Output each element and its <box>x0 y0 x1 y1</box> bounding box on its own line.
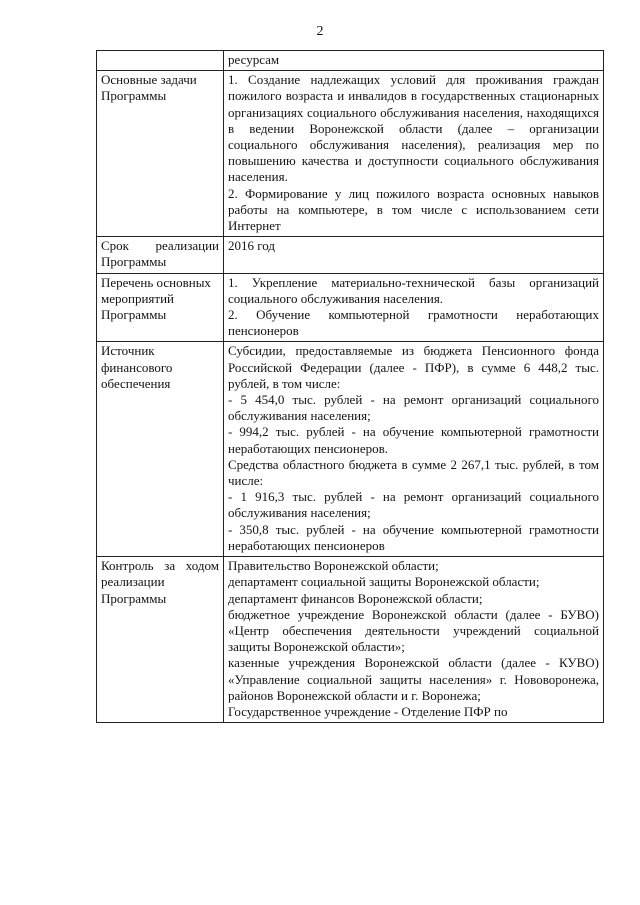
content-paragraph: Средства областного бюджета в сумме 2 267,1 тыс. рублей, в том числе: <box>228 456 599 489</box>
table-row <box>97 237 604 273</box>
page-number: 2 <box>316 24 324 39</box>
content-paragraph: ресурсам <box>228 52 280 67</box>
content-paragraph: бюджетное учреждение Воронежской области (далее - БУВО) «Центр обеспечения деятельности учреждений социальной защиты Воронежской области»; <box>228 606 599 655</box>
content-paragraph: - 350,8 тыс. рублей - на обучение компьютерной грамотности неработающих пенсионеров <box>228 521 599 553</box>
content-paragraph: департамент финансов Воронежской области; <box>228 590 483 606</box>
content-paragraph: - 994,2 тыс. рублей - на обучение компьютерной грамотности неработающих пенсионеров. <box>228 424 599 456</box>
row-label <box>97 51 224 71</box>
content-paragraph: Государственное учреждение - Отделение ПФР по <box>228 703 508 719</box>
row-label: Срок реализации Программы <box>97 237 224 273</box>
row-label: Основные задачи Программы <box>97 71 224 237</box>
table-row <box>97 557 604 723</box>
content-paragraph: департамент социальной защиты Воронежской области; <box>228 574 540 590</box>
table-row <box>97 342 604 557</box>
content-paragraph: - 5 454,0 тыс. рублей - на ремонт организаций социального обслуживания населения; <box>228 392 599 424</box>
row-label: Перечень основных мероприятий Программы <box>97 273 224 342</box>
row-content <box>224 51 604 71</box>
table-row <box>97 51 604 71</box>
content-paragraph: 2016 год <box>228 238 275 254</box>
program-passport-table <box>96 50 604 723</box>
content-paragraph: - 1 916,3 тыс. рублей - на ремонт организаций социального обслуживания населения; <box>228 489 599 521</box>
row-content <box>224 237 604 273</box>
row-label: Контроль за ходом реализации Программы <box>97 557 224 723</box>
content-paragraph: 2. Формирование у лиц пожилого возраста основных навыков работы на компьютере, в том числе с использованием сети Интернет <box>228 185 599 234</box>
table-row <box>97 273 604 342</box>
row-content <box>224 342 604 557</box>
row-content <box>224 273 604 342</box>
content-paragraph: Правительство Воронежской области; <box>228 558 439 574</box>
row-content <box>224 557 604 723</box>
content-paragraph: 1. Укрепление материально-технической базы организаций социального обслуживания населения. <box>228 274 599 306</box>
content-paragraph: Субсидии, предоставляемые из бюджета Пенсионного фонда Российской Федерации (далее - ПФР), в сумме 6 448,2 тыс. рублей, в том числе: <box>228 343 599 391</box>
content-paragraph: 1. Создание надлежащих условий для проживания граждан пожилого возраста и инвалидов в государственных стационарных организациях социального обслуживания населения, находящихся в ведении Воронежской области (далее – организации социального обслуживания населения), реализация мер по повышению качества и доступности социального обслуживания населения. <box>228 72 599 185</box>
row-content <box>224 71 604 237</box>
content-paragraph: 2. Обучение компьютерной грамотности неработающих пенсионеров <box>228 307 599 339</box>
row-label: Источник финансового обеспечения <box>97 342 224 557</box>
content-paragraph: казенные учреждения Воронежской области (далее - КУВО) «Управление социальной защиты населения» г. Нововоронежа, районов Воронежской области и г. Воронежа; <box>228 655 599 703</box>
table-row <box>97 71 604 237</box>
